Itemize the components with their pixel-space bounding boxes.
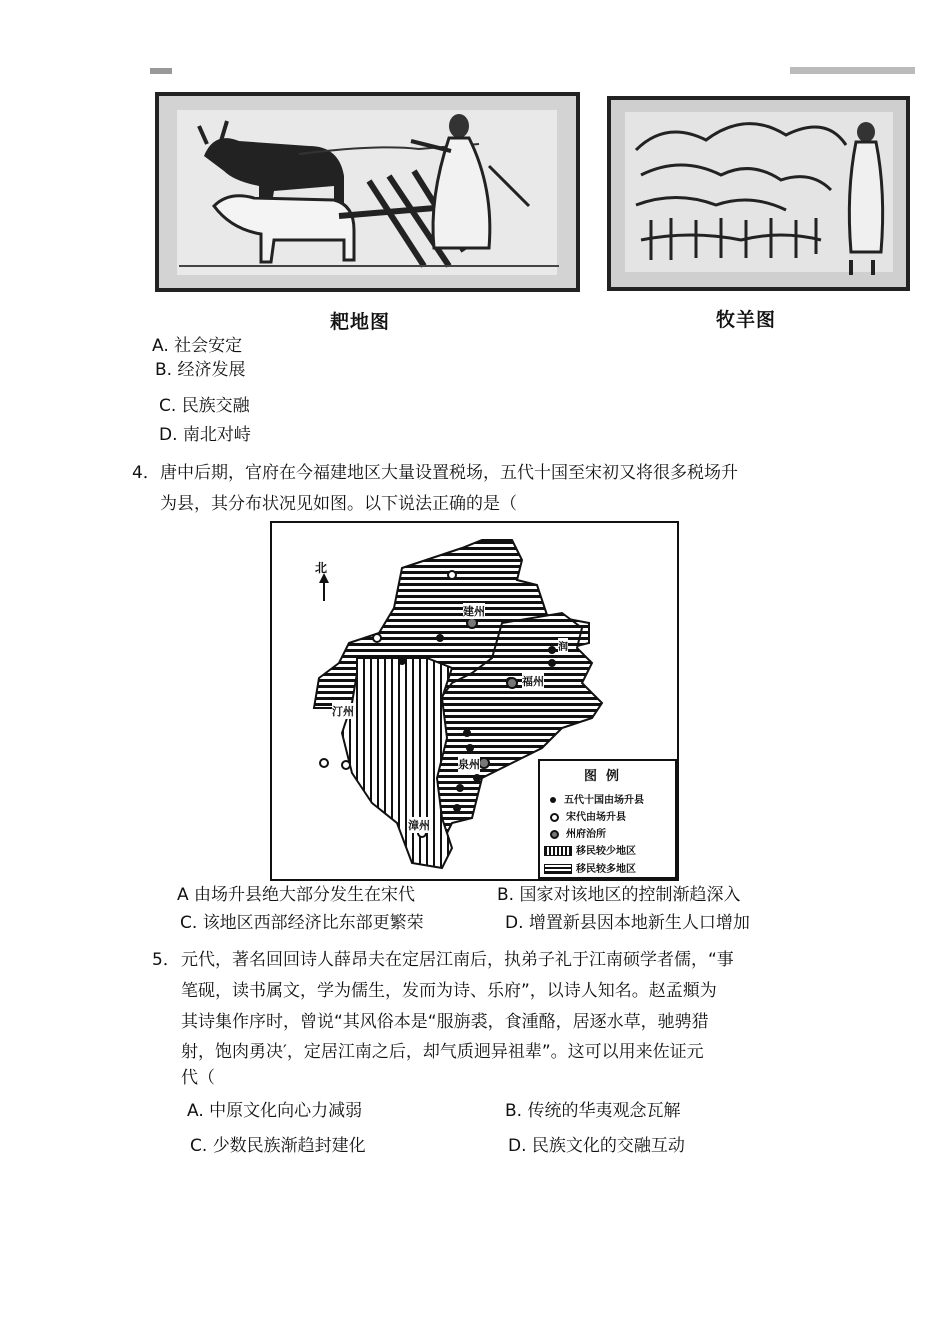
city-zhangzhou-label: 漳州 — [408, 819, 430, 832]
legend-text: 五代十国由场升县 — [564, 795, 644, 806]
legend-text: 州府治所 — [566, 829, 606, 840]
option-label: D. — [159, 425, 178, 445]
q5-number: 5． — [152, 950, 180, 970]
q4-option-d[interactable] — [505, 911, 750, 935]
option-text: 少数民族渐趋封建化 — [212, 1136, 366, 1156]
harrowing-caption: 耙地图 — [330, 311, 391, 333]
fujian-map — [270, 521, 679, 881]
option-text: 中原文化向心力减弱 — [209, 1101, 363, 1121]
option-label: A. — [152, 336, 169, 356]
q5-option-b[interactable] — [505, 1099, 680, 1123]
q5-stem-line-1: 元代，著名回回诗人薛昂夫在定居江南后，执弟子礼于江南硕学者儒，“事 — [181, 950, 734, 970]
option-label: B. — [497, 885, 515, 905]
city-tingzhou-label: 汀州 — [332, 705, 354, 718]
harrowing-mural-image — [155, 92, 580, 292]
q4-option-c[interactable] — [180, 911, 424, 935]
option-text: 传统的华夷观念瓦解 — [527, 1101, 681, 1121]
city-quanzhou-label: 泉州 — [458, 758, 480, 771]
q5-option-a[interactable] — [187, 1099, 362, 1123]
legend-title: 图 例 — [584, 769, 620, 784]
option-label: D. — [505, 913, 524, 933]
q4-stem-line-1: 唐中后期，官府在今福建地区大量设置税场，五代十国至宋初又将很多税场升 — [160, 463, 738, 483]
q5-option-d[interactable] — [508, 1134, 685, 1158]
q5-stem-line-4: 射，饱肉勇决′，定居江南之后，却气质迥异祖辈”。这可以用来佐证元 — [181, 1042, 704, 1062]
vertical-hatch-icon — [544, 846, 572, 856]
map-legend — [538, 759, 677, 879]
q5-stem-line-5: 代（ — [181, 1068, 215, 1088]
q3-option-d[interactable] — [159, 423, 251, 447]
q3-option-b[interactable] — [155, 358, 245, 382]
q5-stem-line-3: 其诗集作序时，曾说“其风俗本是“服旃裘，食湩酪，居逐水草，驰骋猎 — [181, 1012, 709, 1032]
city-jianzhou-label: 建州 — [463, 605, 485, 618]
legend-text: 移民较多地区 — [576, 864, 636, 875]
option-text: 经济发展 — [177, 360, 246, 380]
option-text: 该地区西部经济比东部更繁荣 — [202, 913, 424, 933]
q4-number: 4． — [132, 463, 160, 483]
q4-option-b[interactable] — [497, 883, 740, 907]
option-label: C. — [190, 1136, 208, 1156]
option-label: D. — [508, 1136, 527, 1156]
option-text: 民族文化的交融互动 — [531, 1136, 685, 1156]
sheep-herding-caption: 牧羊图 — [716, 309, 777, 331]
legend-text: 宋代由场升县 — [566, 812, 626, 823]
seat-dot-icon — [550, 830, 559, 839]
option-text: 南北对峙 — [182, 425, 251, 445]
q3-option-c[interactable] — [159, 394, 250, 418]
q5-stem-line-2: 笔砚，读书属文，学为儒生，发而为诗、乐府”，以诗人知名。赵孟頫为 — [181, 981, 717, 1001]
legend-item-song — [550, 808, 626, 823]
option-label: B. — [155, 360, 173, 380]
top-scan-strip — [150, 66, 915, 76]
horizontal-hatch-icon — [544, 864, 572, 874]
q3-option-a[interactable] — [152, 334, 242, 358]
sheep-herding-mural-image — [607, 96, 910, 291]
city-partial-label: 润 — [558, 638, 568, 653]
legend-text: 移民较少地区 — [576, 846, 636, 857]
north-label: 北 — [315, 561, 328, 575]
option-label: A. — [187, 1101, 204, 1121]
filled-dot-icon — [550, 797, 556, 803]
legend-item-many-migrants — [544, 860, 636, 875]
legend-item-few-migrants — [544, 842, 636, 857]
legend-item-five-dynasties — [550, 791, 644, 806]
option-label: C. — [180, 913, 198, 933]
hollow-dot-icon — [550, 813, 559, 822]
option-label: A — [177, 885, 189, 905]
option-text: 民族交融 — [181, 396, 250, 416]
q4-option-a[interactable] — [177, 883, 415, 907]
legend-item-seat — [550, 825, 606, 840]
option-text: 增置新县因本地新生人口增加 — [528, 913, 750, 933]
option-text: 由场升县绝大部分发生在宋代 — [194, 885, 416, 905]
city-fuzhou-label: 福州 — [522, 675, 544, 688]
option-label: C. — [159, 396, 177, 416]
option-text: 社会安定 — [174, 336, 243, 356]
q4-stem-line-2: 为县，其分布状况见如图。以下说法正确的是（ — [160, 494, 517, 514]
option-text: 国家对该地区的控制渐趋深入 — [519, 885, 741, 905]
option-label: B. — [505, 1101, 523, 1121]
q5-option-c[interactable] — [190, 1134, 366, 1158]
